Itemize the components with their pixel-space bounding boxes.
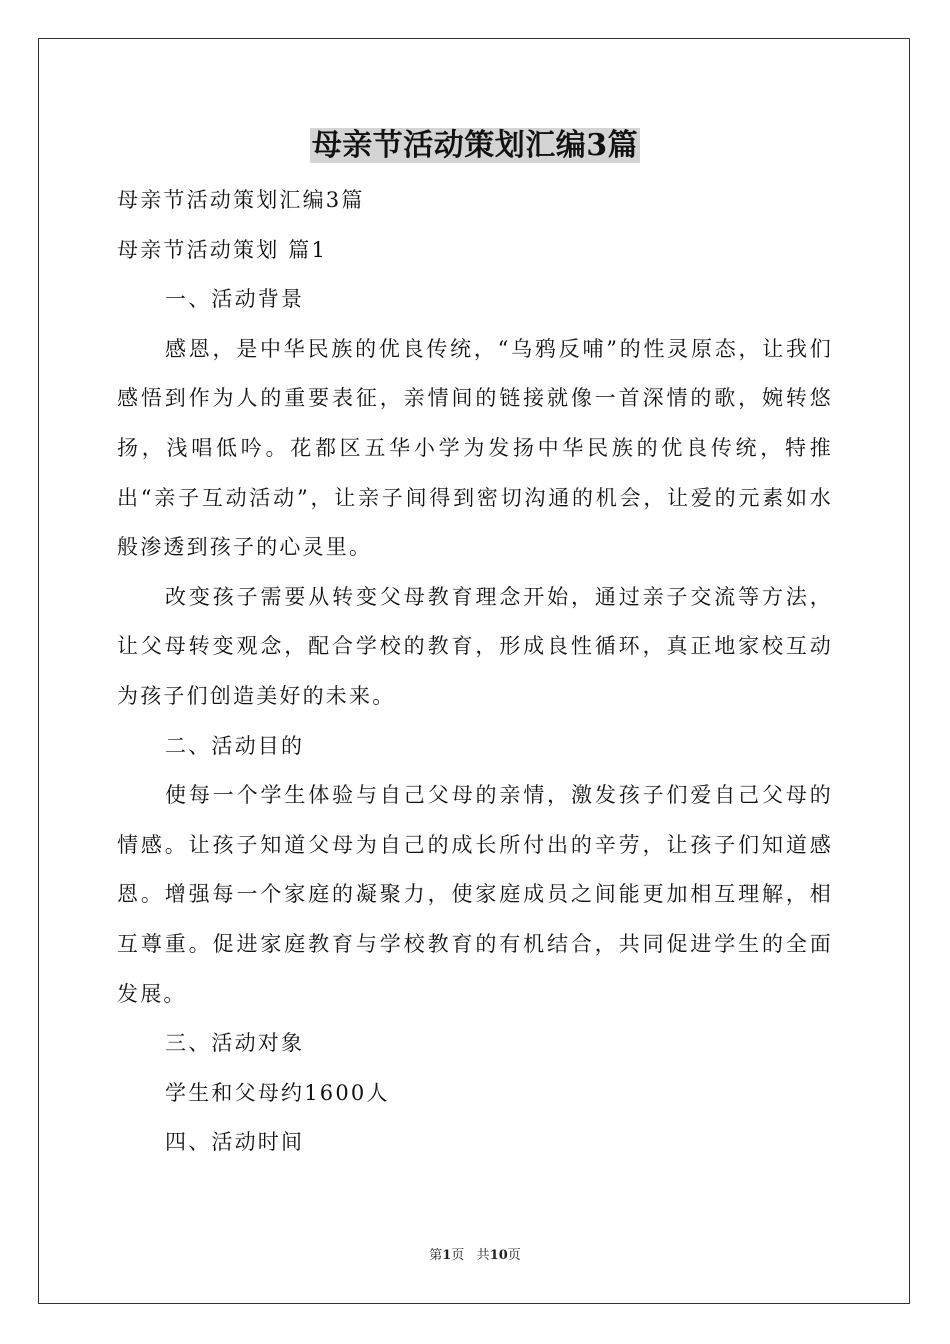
paragraph-purpose: 使每一个学生体验与自己父母的亲情，激发孩子们爱自己父母的情感。让孩子知道父母为自己的成长所付出的辛劳，让孩子们知道感恩。增强每一个家庭的凝聚力，使家庭成员之间能更加相互理解，相互尊重。促进家庭教育与学校教育的有机结合，共同促进学生的全面发展。	[117, 783, 833, 1006]
page-footer	[0, 1247, 950, 1265]
section-heading: 母亲节活动策划 篇1	[117, 237, 328, 262]
footer-page-total: 10	[489, 1248, 508, 1263]
paragraph-background-1: 感恩，是中华民族的优良传统，“乌鸦反哺”的性灵原态，让我们感悟到作为人的重要表征，亲情间的链接就像一首深情的歌，婉转悠扬，浅唱低吟。花都区五华小学为发扬中华民族的优良传统，特推出“亲子互动活动”，让亲子间得到密切沟通的机会，让爱的元素如水般渗透到孩子的心灵里。	[117, 336, 833, 560]
footer-page-suffix: 页	[451, 1248, 465, 1263]
footer-page-current: 1	[442, 1248, 452, 1263]
heading-background: 一、活动背景	[165, 287, 305, 312]
heading-audience: 三、活动对象	[165, 1031, 305, 1056]
footer-page-prefix: 第	[429, 1248, 443, 1263]
paragraph-audience: 学生和父母约1600人	[165, 1080, 390, 1105]
subtitle-line: 母亲节活动策划汇编3篇	[117, 188, 365, 212]
heading-purpose: 二、活动目的	[165, 733, 305, 758]
document-body	[117, 176, 833, 1168]
footer-total-suffix: 页	[507, 1248, 521, 1263]
heading-time: 四、活动时间	[165, 1130, 305, 1155]
document-title	[0, 124, 950, 168]
document-title-text: 母亲节活动策划汇编3篇	[311, 128, 639, 163]
paragraph-background-2: 改变孩子需要从转变父母教育理念开始，通过亲子交流等方法，让父母转变观念，配合学校的教育，形成良性循环，真正地家校互动为孩子们创造美好的未来。	[117, 584, 833, 708]
footer-total-prefix: 共	[476, 1248, 490, 1263]
